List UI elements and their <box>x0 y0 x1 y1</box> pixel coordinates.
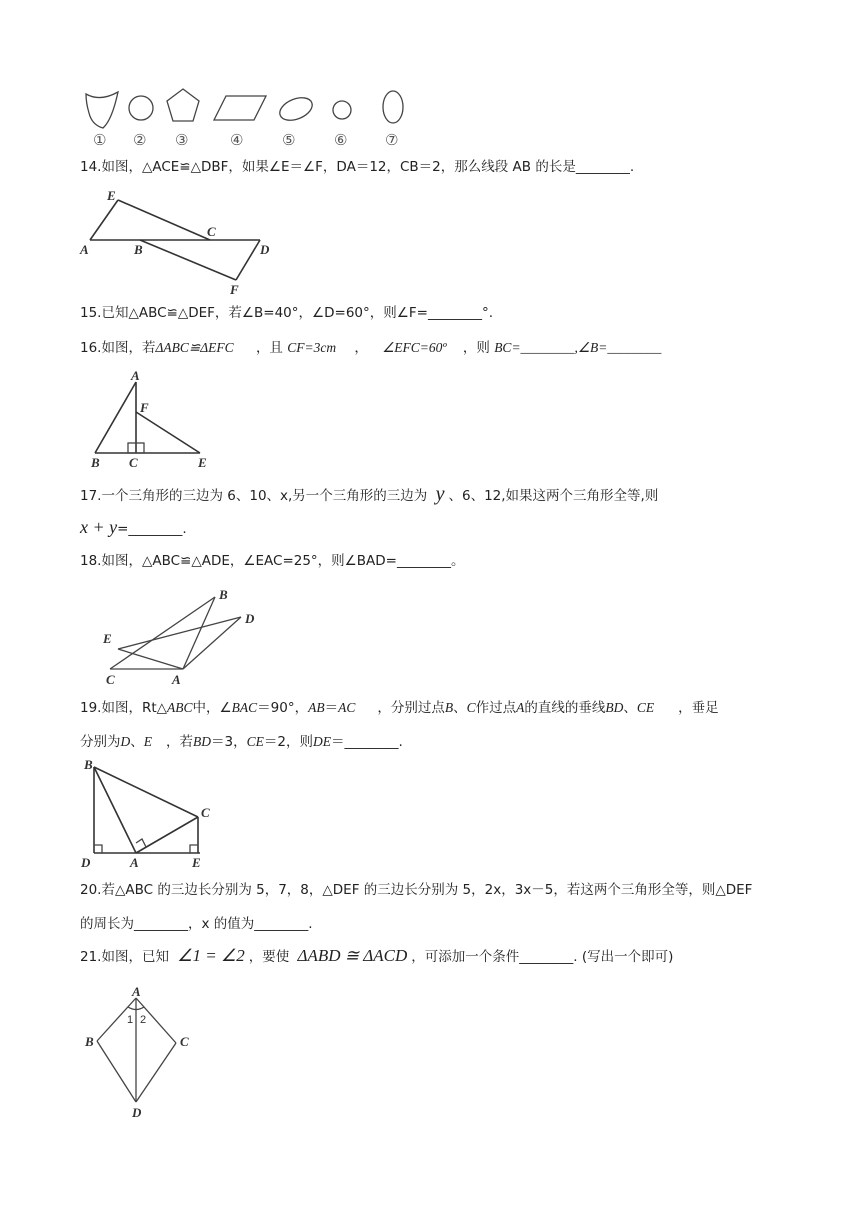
q14-label-C: C <box>207 224 216 239</box>
q19-label-C: C <box>201 805 210 820</box>
question-14-text: 14.如图，△ACE≌△DBF，如果∠E＝∠F，DA＝12，CB＝2，那么线段 AB 的长是________. <box>80 159 635 175</box>
q14-label-D: D <box>260 242 270 257</box>
q16-label-E: E <box>198 455 207 470</box>
question-20-line2: 的周长为________，x 的值为________. <box>80 916 313 932</box>
q21-label-A: A <box>132 984 141 999</box>
q14-label-F: F <box>230 282 239 297</box>
q18-label-C: C <box>106 672 115 687</box>
question-16-text: 16.如图，若ΔABC≌ΔEFC ，且 CF=3cm ， ∠EFC=60º ，则 BC=________,∠B=________ <box>80 340 662 356</box>
shape-1-cup <box>86 92 118 128</box>
shape-label-7: ⑦ <box>385 131 399 149</box>
shape-6-circle <box>333 101 351 119</box>
shape-label-2: ② <box>133 131 147 149</box>
shape-label-6: ⑥ <box>334 131 348 149</box>
q19-label-A: A <box>130 855 139 870</box>
shape-7-ellipse <box>383 91 403 123</box>
shape-2-circle <box>129 96 153 120</box>
question-20-line1: 20.若△ABC 的三边长分别为 5，7，8，△DEF 的三边长分别为 5，2x，3x－5，若这两个三角形全等，则△DEF <box>80 882 753 898</box>
q16-label-F: F <box>140 400 149 415</box>
question-16-figure <box>0 365 860 475</box>
q18-label-E: E <box>103 631 112 646</box>
shapes-figure <box>0 0 860 150</box>
question-15-text: 15.已知△ABC≌△DEF，若∠B=40°，∠D=60°，则∠F=________°. <box>80 305 493 321</box>
q21-label-C: C <box>180 1034 189 1049</box>
question-19-figure <box>0 755 860 875</box>
question-14-figure <box>0 150 860 297</box>
q14-label-B: B <box>134 242 143 257</box>
q21-angle-1: 1 <box>127 1014 134 1026</box>
q19-label-D: D <box>81 855 91 870</box>
question-19-line1: 19.如图，Rt△ABC中，∠BAC＝90°，AB＝AC ，分别过点B、C作过点A的直线的垂线BD、CE ，垂足 <box>80 700 719 716</box>
question-17-line2: x + y=________. <box>80 517 187 537</box>
q16-label-B: B <box>91 455 100 470</box>
question-18-text: 18.如图，△ABC≌△ADE，∠EAC=25°，则∠BAD=________。 <box>80 553 465 569</box>
question-19-line2: 分别为D、E ，若BD＝3，CE＝2，则DE＝________. <box>80 734 403 750</box>
shape-label-5: ⑤ <box>282 131 296 149</box>
shape-label-1: ① <box>93 131 107 149</box>
shape-4-parallelogram <box>214 96 266 120</box>
q19-label-B: B <box>84 757 93 772</box>
question-18-figure <box>0 585 860 695</box>
q18-label-A: A <box>172 672 181 687</box>
question-21-text: 21.如图，已知 ∠1 = ∠2 ，要使 ΔABD ≅ ΔACD ，可添加一个条件________. (写出一个即可) <box>80 946 674 965</box>
q21-angle-2: 2 <box>140 1014 147 1026</box>
shape-5-ellipse <box>276 93 315 124</box>
q21-label-D: D <box>132 1105 142 1120</box>
q19-label-E: E <box>192 855 201 870</box>
shape-label-3: ③ <box>175 131 189 149</box>
shape-3-pentagon <box>167 89 199 121</box>
q18-label-D: D <box>245 611 255 626</box>
question-17-line1: 17.一个三角形的三边为 6、10、x,另一个三角形的三边为 y 、6、12,如果这两个三角形全等,则 <box>80 483 659 505</box>
q21-label-B: B <box>85 1034 94 1049</box>
shape-label-4: ④ <box>230 131 244 149</box>
q18-label-B: B <box>219 587 228 602</box>
q16-label-A: A <box>131 368 140 383</box>
q14-label-A: A <box>80 242 89 257</box>
question-21-figure <box>0 980 860 1120</box>
q14-label-E: E <box>107 188 116 203</box>
q16-label-C: C <box>129 455 138 470</box>
